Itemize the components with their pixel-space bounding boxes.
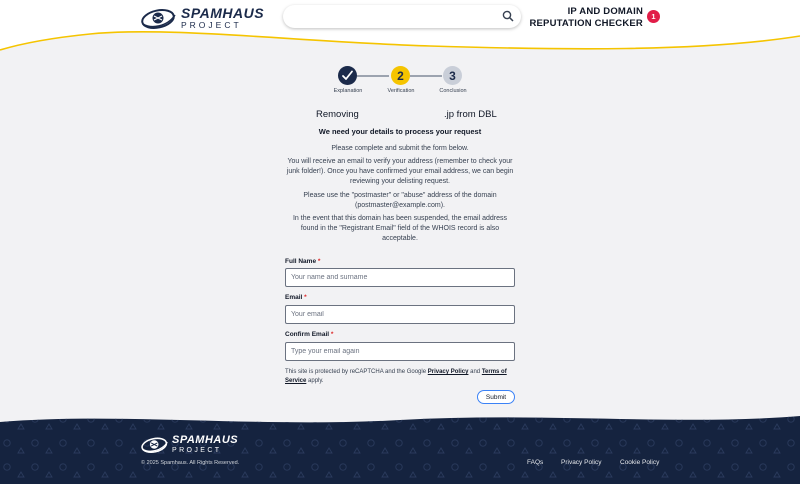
search-input[interactable]: [293, 8, 493, 25]
footer-logo-name: SPAMHAUS: [172, 434, 239, 446]
email-input[interactable]: [285, 305, 515, 324]
checkmark-icon: [341, 69, 354, 82]
step-verification-label: Verification: [387, 88, 415, 94]
required-mark: *: [330, 331, 334, 338]
footer-background: [0, 412, 800, 484]
progress-steps: [330, 65, 470, 97]
step-verification-circle: 2: [391, 66, 410, 85]
recaptcha-text: This site is protected by reCAPTCHA and the Google: [285, 369, 427, 375]
recaptcha-notice: [285, 368, 517, 385]
footer-link-cookie-policy[interactable]: Cookie Policy: [620, 459, 660, 466]
step-conclusion-label: Conclusion: [439, 88, 467, 94]
page-subtitle: We need your details to process your request: [318, 127, 482, 136]
confirm-email-input[interactable]: [285, 342, 515, 361]
footer-spamhaus-logo-icon: [141, 436, 169, 453]
search-bar: [283, 5, 521, 28]
reputation-line-2: REPUTATION CHECKER: [529, 18, 643, 29]
confirm-email-label-text: Confirm Email: [285, 331, 330, 338]
confirm-email-label: [285, 331, 333, 338]
step-conclusion-circle: 3: [443, 66, 462, 85]
footer-link-faqs[interactable]: FAQs: [527, 459, 544, 466]
reputation-checker-link[interactable]: [529, 6, 643, 30]
instruction-para-3: Please use the "postmaster" or "abuse" address of the domain (postmaster@example.com).: [303, 192, 497, 210]
page-title: [0, 109, 800, 121]
recaptcha-and: and: [470, 369, 481, 375]
title-suffix: .jp from DBL: [444, 109, 497, 120]
full-name-label-text: Full Name: [285, 258, 317, 265]
reputation-line-1: IP AND DOMAIN: [567, 6, 643, 17]
reputation-badge[interactable]: 1: [647, 10, 660, 23]
footer-link-privacy-policy[interactable]: Privacy Policy: [561, 459, 602, 466]
full-name-label: [285, 258, 320, 265]
copyright-text: © 2025 Spamhaus. All Rights Reserved.: [141, 460, 240, 466]
step-explanation-circle: [338, 66, 357, 85]
instruction-para-1: Please complete and submit the form below.: [331, 145, 469, 152]
submit-button[interactable]: Submit: [477, 390, 515, 404]
step-connector-1: [357, 75, 389, 77]
site-header: [0, 0, 800, 62]
instruction-para-4: In the event that this domain has been suspended, the email address found in the "Registrant Email" field of the WHOIS record is also acceptable.: [292, 215, 508, 243]
required-mark: *: [304, 294, 307, 301]
email-label: [285, 294, 307, 301]
terms-of-service-link[interactable]: Terms of Service: [285, 369, 507, 384]
email-label-text: Email: [285, 294, 303, 301]
step-connector-2: [410, 75, 442, 77]
spamhaus-logo[interactable]: [141, 6, 264, 30]
instruction-para-2: You will receive an email to verify your address (remember to check your junk folder!). Once you have confirmed your email address, we can begin reviewing your delisting request.: [286, 158, 514, 186]
recaptcha-apply: apply.: [308, 377, 324, 384]
step-explanation-label: Explanation: [333, 88, 363, 94]
logo-sub: PROJECT: [181, 20, 242, 30]
site-footer: [0, 412, 800, 484]
required-mark: *: [317, 258, 321, 265]
footer-logo-sub: PROJECT: [172, 447, 222, 454]
footer-spamhaus-logo[interactable]: [141, 435, 238, 454]
spamhaus-logo-icon: [141, 7, 177, 29]
privacy-policy-link[interactable]: Privacy Policy: [427, 369, 469, 375]
search-icon[interactable]: [502, 10, 514, 22]
logo-name: SPAMHAUS: [181, 5, 265, 21]
full-name-input[interactable]: [285, 268, 515, 287]
title-prefix: Removing: [316, 109, 359, 120]
